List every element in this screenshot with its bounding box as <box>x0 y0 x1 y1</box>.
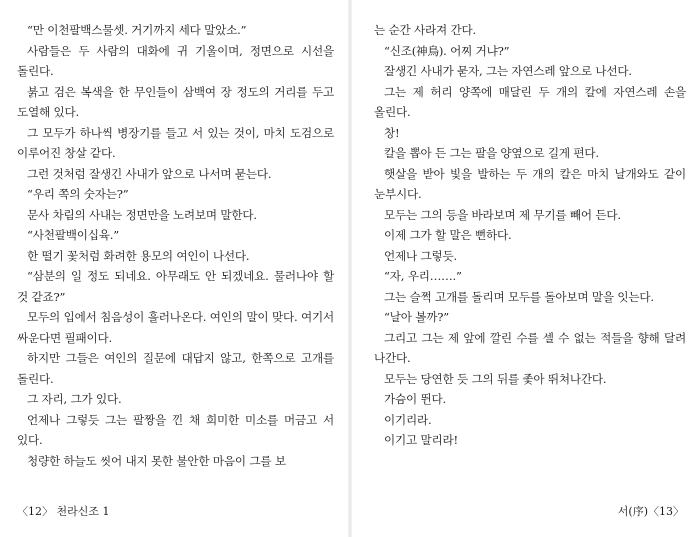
paragraph: 하지만 그들은 여인의 질문에 대답지 않고, 한쪽으로 고개를 돌린다. <box>17 351 334 386</box>
paragraph: 이기리라. <box>384 412 432 427</box>
paragraph: 모두는 당연한 듯 그의 뒤를 좇아 뛰쳐나간다. <box>384 371 607 386</box>
paragraph: 창! <box>384 125 400 140</box>
paragraph: 청량한 하늘도 씻어 내지 못한 불안한 마음이 그를 보 <box>27 453 286 468</box>
paragraph: 그 모두가 하나씩 병장기를 들고 서 있는 것이, 마치 도검으로 이루어진 창살 같다. <box>17 125 334 160</box>
paragraph: 언제나 그렇듯. <box>384 248 457 263</box>
paragraph: “날아 볼까?” <box>384 310 449 324</box>
paragraph: 모두의 입에서 침음성이 흘러나온다. 여인의 말이 맞다. 여기서 싸운다면 필패이다. <box>17 310 334 345</box>
paragraph: “우리 쪽의 숫자는?” <box>27 187 129 201</box>
paragraph: 그리고 그는 제 앞에 깔린 수를 셀 수 없는 적들을 향해 달려 나간다. <box>374 330 686 365</box>
paragraph: “만 이천팔백스물셋. 거기까지 세다 말았소.” <box>27 23 247 37</box>
left-page-text <box>17 20 334 471</box>
paragraph: 한 떨기 꽃처럼 화려한 용모의 여인이 나선다. <box>27 248 250 263</box>
paragraph: 가슴이 뛴다. <box>384 392 446 406</box>
right-page-text <box>374 20 686 451</box>
paragraph: 그런 것처럼 잘생긴 사내가 앞으로 나서며 묻는다. <box>27 166 272 181</box>
paragraph: “자, 우리…….” <box>384 269 462 283</box>
paragraph: 그는 제 허리 양쪽에 매달린 두 개의 칼에 자연스레 손을 올린다. <box>374 84 686 119</box>
paragraph: 그 자리, 그가 있다. <box>27 392 122 406</box>
paragraph: 문사 차림의 사내는 정면만을 노려보며 말한다. <box>27 207 257 222</box>
paragraph: 언제나 그렇듯 그는 팔짱을 낀 채 희미한 미소를 머금고 서 있다. <box>17 412 334 447</box>
paragraph: “사천팔백이십육.” <box>27 228 119 242</box>
paragraph: 이제 그가 할 말은 뻔하다. <box>384 228 512 242</box>
paragraph: 모두는 그의 등을 바라보며 제 무기를 빼어 든다. <box>384 207 621 222</box>
right-page-footer: 서(序)〈13〉 <box>617 505 684 518</box>
left-page <box>0 0 348 537</box>
paragraph: 햇살을 받아 빛을 발하는 두 개의 칼은 마치 날개와도 같이 눈부시다. <box>374 166 686 201</box>
paragraph: 사람들은 두 사람의 대화에 귀 기울이며, 정면으로 시선을 돌린다. <box>17 43 334 78</box>
paragraph: “신조(神鳥). 어찌 거냐?” <box>384 43 510 58</box>
paragraph: “삼분의 일 정도 되네요. 아무래도 안 되겠네요. 물러나야 할 것 같죠?” <box>17 269 334 304</box>
paragraph: 붉고 검은 복색을 한 무인들이 삼백여 장 정도의 거리를 두고 도열해 있다. <box>17 84 334 119</box>
paragraph: 잘생긴 사내가 묻자, 그는 자연스레 앞으로 나선다. <box>384 64 632 78</box>
right-page <box>352 0 700 537</box>
paragraph-continuation: 는 순간 사라져 간다. <box>374 23 476 37</box>
left-page-footer: 〈12〉 천라신조 1 <box>17 505 110 518</box>
paragraph: 칼을 뽑아 든 그는 팔을 양옆으로 길게 편다. <box>384 146 599 160</box>
paragraph: 그는 슬쩍 고개를 돌리며 모두를 돌아보며 말을 잇는다. <box>384 289 654 304</box>
paragraph: 이기고 말리라! <box>384 433 458 447</box>
